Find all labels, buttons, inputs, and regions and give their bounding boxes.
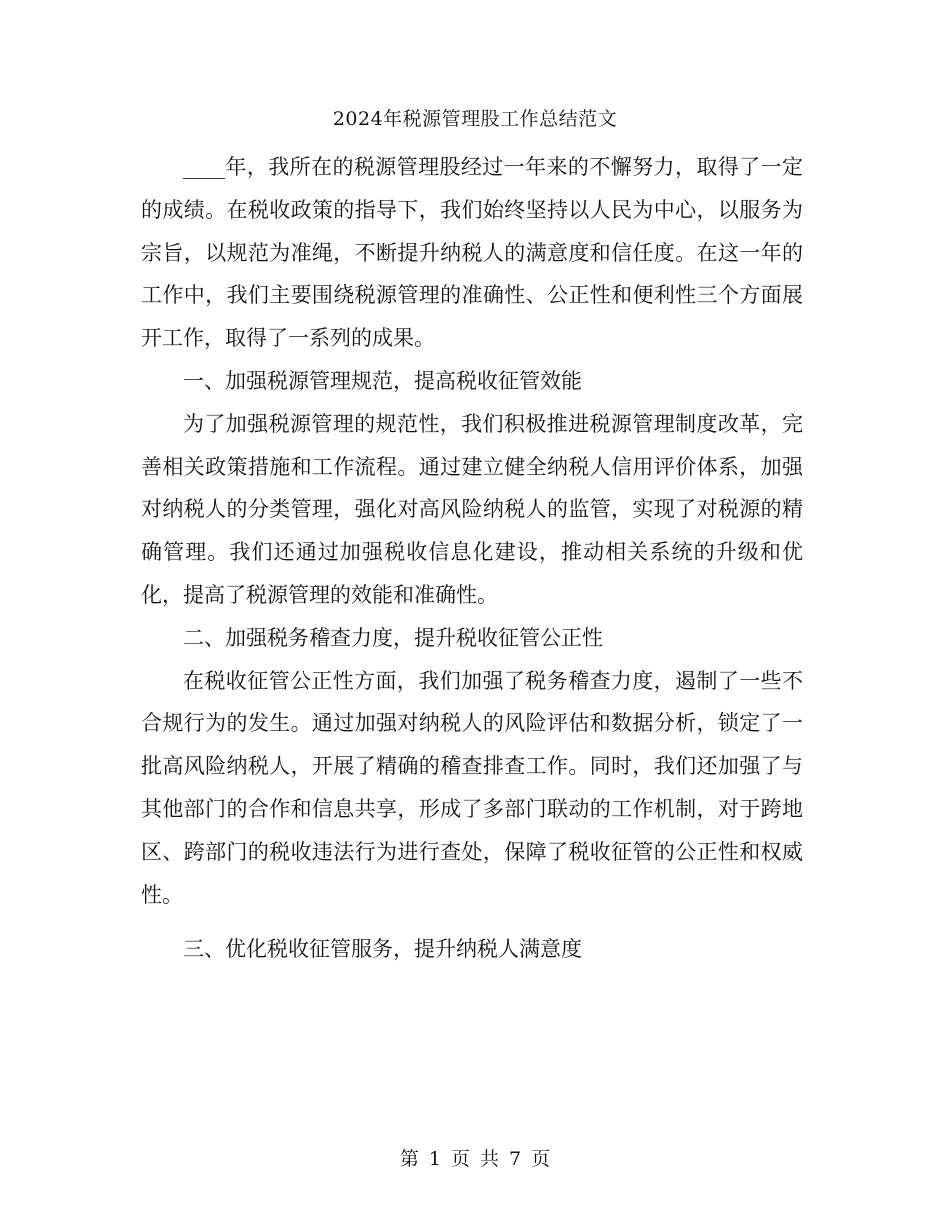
section-1-paragraph: 为了加强税源管理的规范性，我们积极推进税源管理制度改革，完善相关政策措施和工作流程。通过建立健全纳税人信用评价体系，加强对纳税人的分类管理，强化对高风险纳税人的监管，实现了对税源的精确管理。我们还通过加强税收信息化建设，推动相关系统的升级和优化，提高了税源管理的效能和准确性。 [141,411,803,607]
intro-paragraph: ____年，我所在的税源管理股经过一年来的不懈努力，取得了一定的成绩。在税收政策的指导下，我们始终坚持以人民为中心，以服务为宗旨，以规范为准绳，不断提升纳税人的满意度和信任度。在这一年的工作中，我们主要围绕税源管理的准确性、公正性和便利性三个方面展开工作，取得了一系列的成果。 [141,155,803,351]
document-body [141,146,803,971]
document-title: 2024年税源管理股工作总结范文 [332,108,618,130]
section-2-paragraph: 在税收征管公正性方面，我们加强了税务稽查力度，遏制了一些不合规行为的发生。通过加强对纳税人的风险评估和数据分析，锁定了一批高风险纳税人，开展了精确的稽查排查工作。同时，我们还加强了与其他部门的合作和信息共享，形成了多部门联动的工作机制，对于跨地区、跨部门的税收违法行为进行查处，保障了税收征管的公正性和权威性。 [141,668,803,907]
page-number-footer: 第 1 页 共 7 页 [399,1148,551,1170]
section-2-heading: 二、加强税务稽查力度，提升税收征管公正性 [183,625,603,650]
section-1-heading: 一、加强税源管理规范，提高税收征管效能 [183,368,582,393]
section-3-heading: 三、优化税收征管服务，提升纳税人满意度 [183,937,582,962]
